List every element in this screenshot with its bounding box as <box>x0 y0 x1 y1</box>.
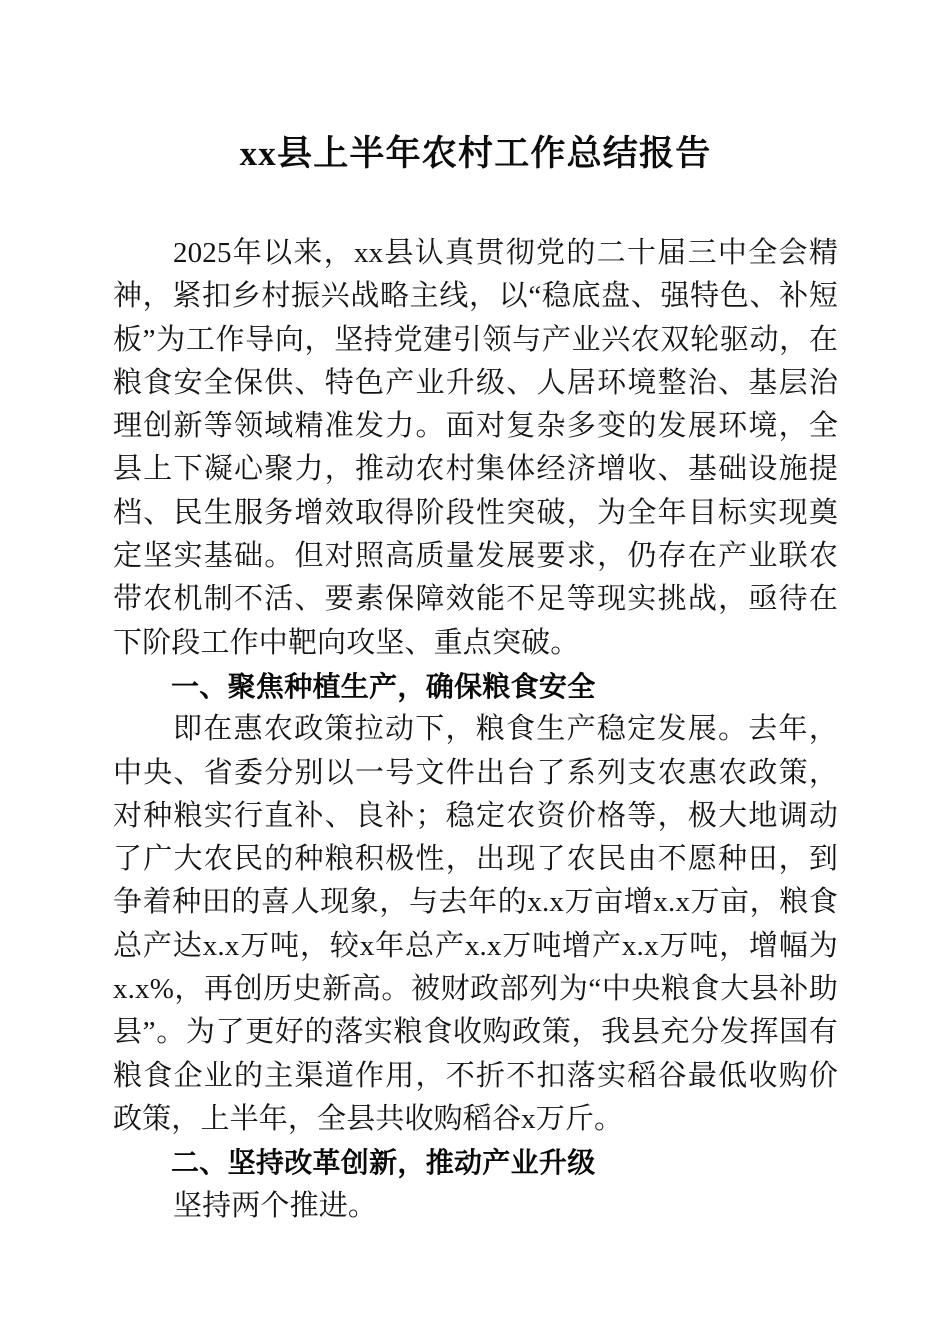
title-body-spacer <box>113 176 838 232</box>
section-two-paragraph: 坚持两个推进。 <box>173 1189 378 1222</box>
section-heading-two: 二、坚持改革创新，推动产业升级 <box>171 1147 596 1179</box>
section-one-paragraph: 即在惠农政策拉动下，粮食生产稳定发展。去年，中央、省委分别以一号文件出台了系列支农惠农政策，对种粮实行直补、良补；稳定农资价格等，极大地调动了广大农民的种粮积极性，出现了农民由不愿种田，到争着种田的喜人现象，与去年的x.x万亩增x.x万亩，粮食总产达x.x万吨，较x年总产x.x万吨增产x.x万吨，增幅为x.x%，再创历史新高。被财政部列为“中央粮食大县补助县”。为了更好的落实粮食收购政策，我县充分发挥国有粮食企业的主渠道作用，不折不扣落实稻谷最低收购价政策，上半年，全县共收购稻谷x万斤。 <box>113 713 838 1135</box>
document-content <box>113 0 838 1228</box>
page-title: xx县上半年农村工作总结报告 <box>239 134 712 173</box>
intro-paragraph: 2025年以来，xx县认真贯彻党的二十届三中全会精神，紧扣乡村振兴战略主线，以“稳底盘、强特色、补短板”为工作导向，坚持党建引领与产业兴农双轮驱动，在粮食安全保供、特色产业升级、人居环境整治、基层治理创新等领域精准发力。面对复杂多变的发展环境，全县上下凝心聚力，推动农村集体经济增收、基础设施提档、民生服务增效取得阶段性突破，为全年目标实现奠定坚实基础。但对照高质量发展要求，仍存在产业联农带农机制不活、要素保障效能不足等现实挑战，亟待在下阶段工作中靶向攻坚、重点突破。 <box>113 237 838 659</box>
section-heading-one: 一、聚焦种植生产，确保粮食安全 <box>171 670 596 702</box>
